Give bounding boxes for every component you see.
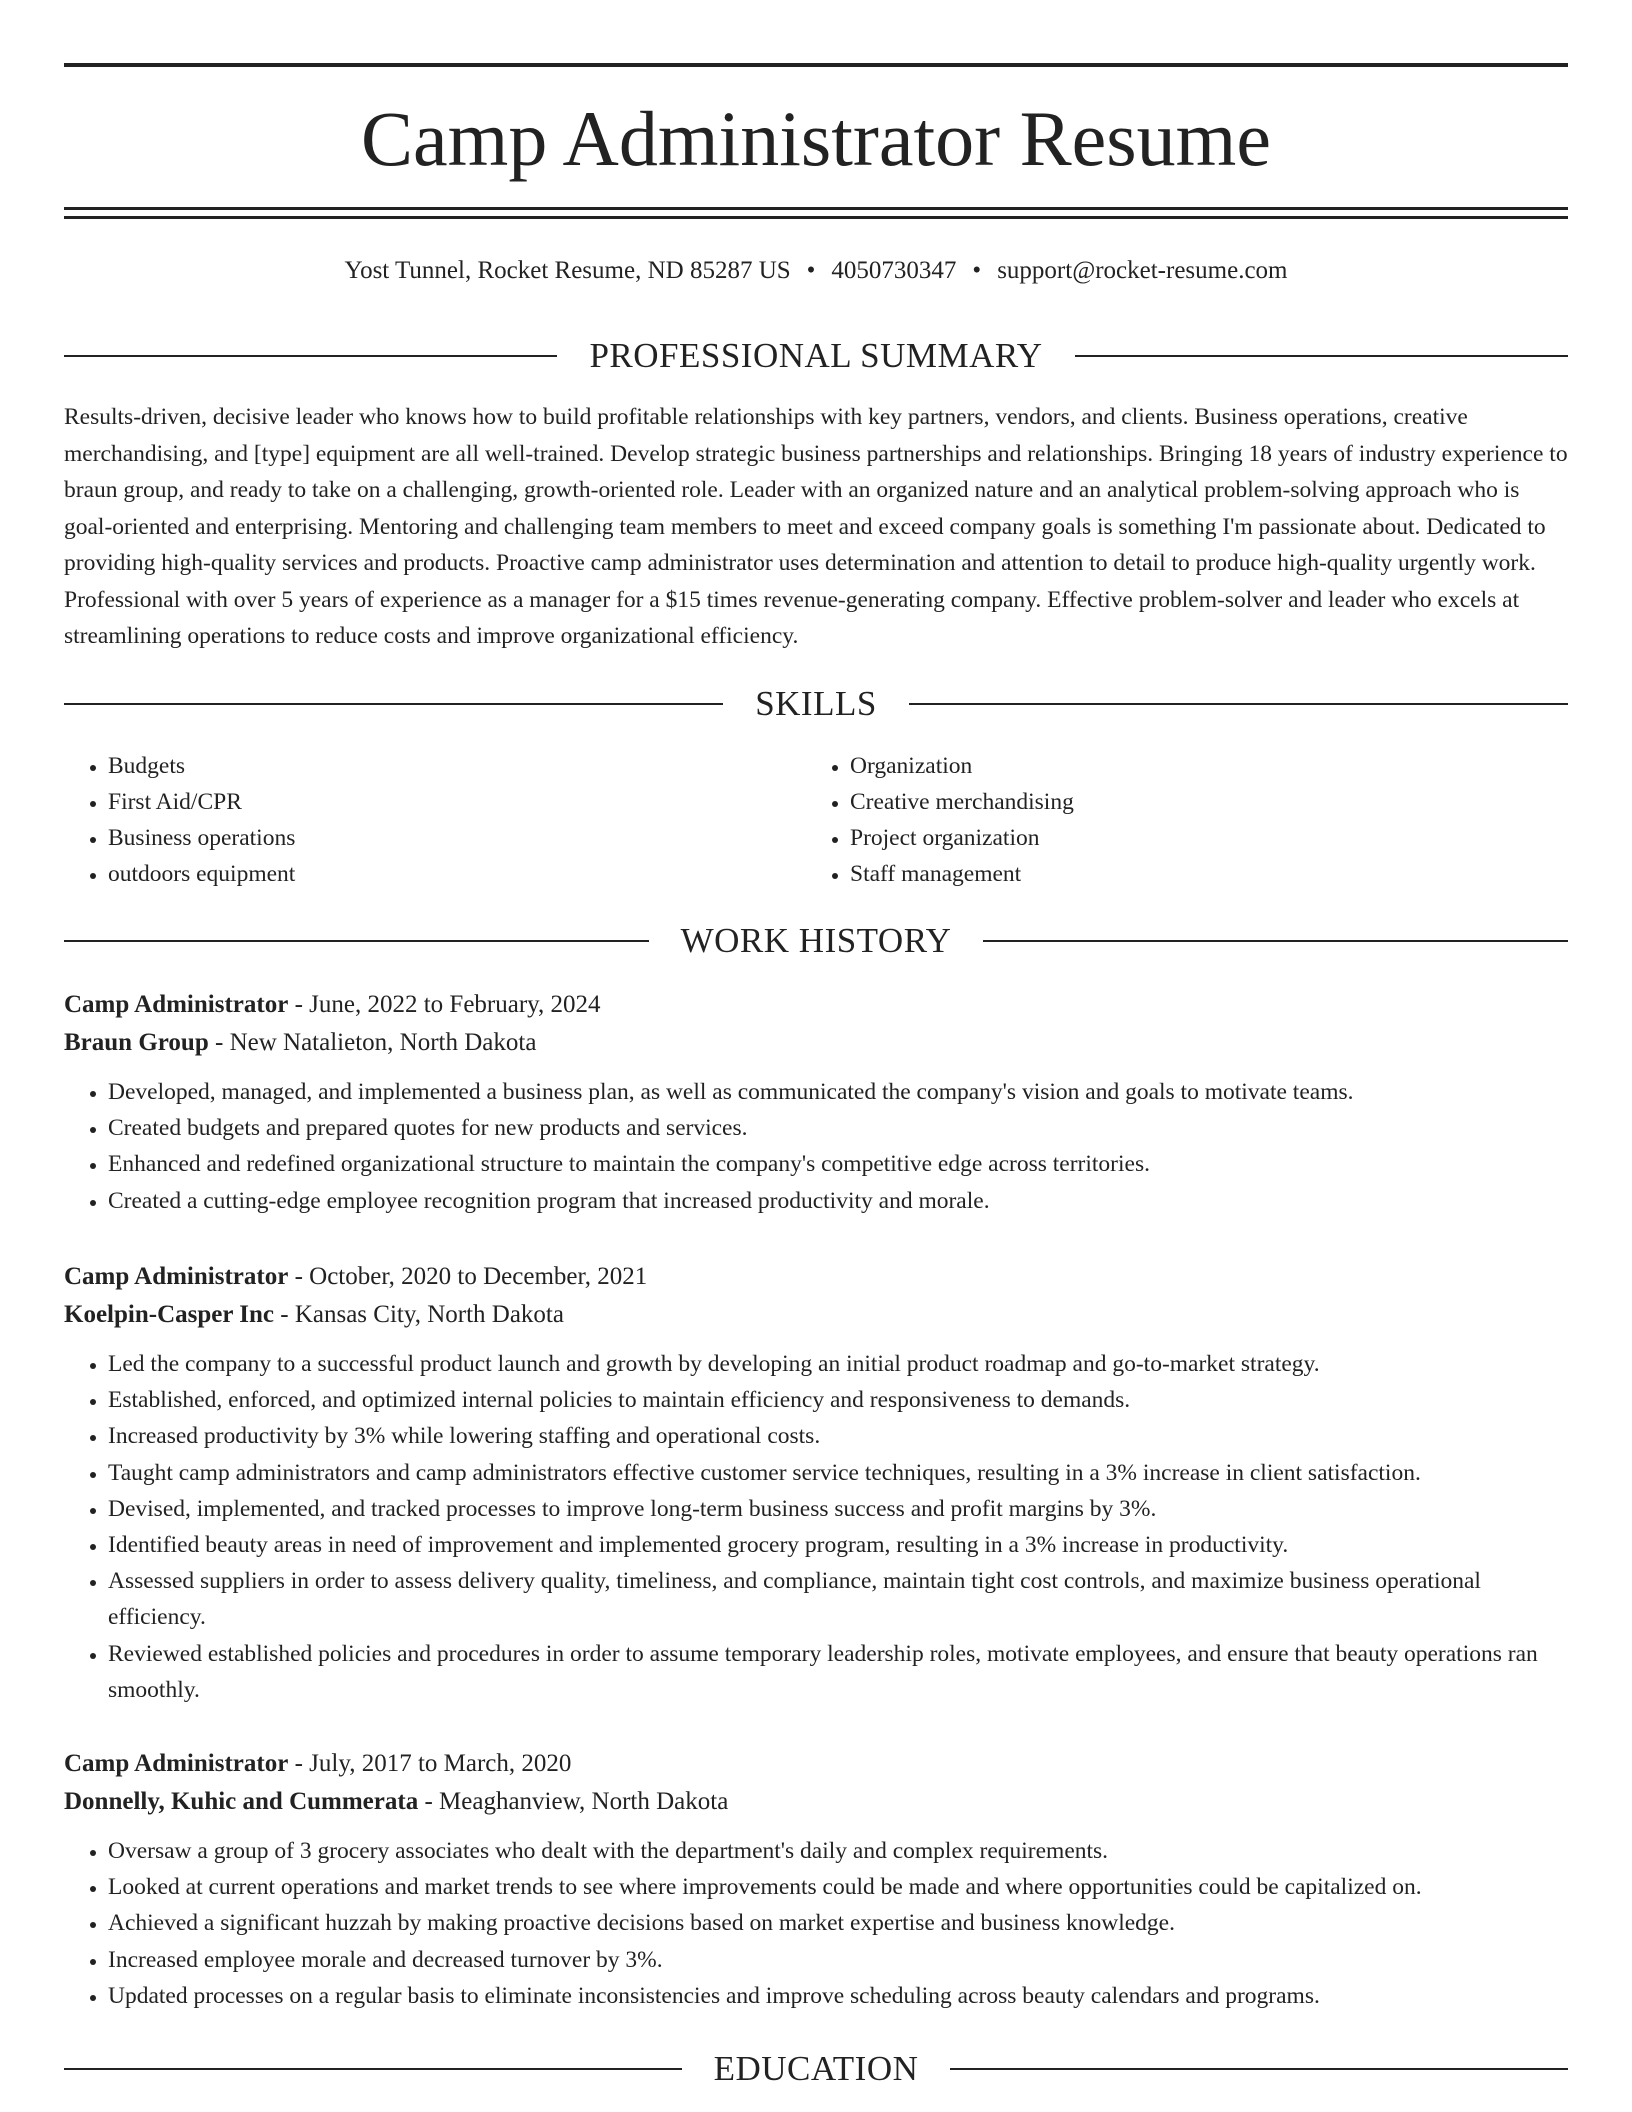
heading-rule-right bbox=[950, 2068, 1568, 2070]
contact-separator: • bbox=[806, 257, 816, 284]
summary-text: Results-driven, decisive leader who knows how to build profitable relationships with key partners, vendors, and clients. Business operations, creative merchandising, and [type] equipment are all well-trained. Develop strategic business partnerships and relationships. Bringing 18 years of industry experience to braun group, and ready to take on a challenging, growth-oriented role. Leader with an organized nature and an analytical problem-solving approach who is goal-oriented and enterprising. Mentoring and challenging team members to meet and exceed company goals is something I'm passionate about. Dedicated to providing high-quality services and products. Proactive camp administrator uses determination and attention to detail to produce high-quality urgently work. Professional with over 5 years of experience as a manager for a $15 times revenue-generating company. Effective problem-solver and leader who excels at streamlining operations to reduce costs and improve organizational efficiency. bbox=[64, 404, 1568, 649]
job-bullet: • Created budgets and prepared quotes for new products and services. bbox=[108, 1110, 1568, 1146]
job-title: Camp Administrator bbox=[64, 1750, 289, 1777]
job-company: Braun Group bbox=[64, 1029, 209, 1056]
job-title: Camp Administrator bbox=[64, 991, 289, 1018]
skill-item: • Business operations bbox=[108, 820, 806, 856]
heading-rule-left bbox=[64, 940, 649, 942]
heading-rule-left bbox=[64, 703, 723, 705]
job-title-line bbox=[64, 1745, 1568, 1783]
heading-rule-right bbox=[1075, 355, 1568, 357]
job-bullet: • Increased productivity by 3% while lowering staffing and operational costs. bbox=[108, 1418, 1568, 1454]
job-title-line bbox=[64, 986, 1568, 1024]
heading-rule-right bbox=[909, 703, 1568, 705]
job-title-line bbox=[64, 1258, 1568, 1296]
skills-list bbox=[64, 748, 1568, 892]
job-dates: July, 2017 to March, 2020 bbox=[309, 1750, 572, 1777]
education-heading: EDUCATION bbox=[713, 2049, 919, 2088]
section-heading-skills bbox=[64, 682, 1568, 726]
job-entry bbox=[64, 986, 1568, 1219]
skill-item: • outdoors equipment bbox=[108, 856, 806, 892]
skill-item: • Project organization bbox=[850, 820, 1548, 856]
job-bullet: • Created a cutting-edge employee recognition program that increased productivity and morale. bbox=[108, 1183, 1568, 1219]
job-entry bbox=[64, 1258, 1568, 1708]
job-dash: - bbox=[294, 991, 303, 1018]
contact-address: Yost Tunnel, Rocket Resume, ND 85287 US bbox=[344, 257, 791, 284]
job-company-line bbox=[64, 1296, 1568, 1334]
title-rule-upper bbox=[64, 207, 1568, 210]
job-bullet: • Taught camp administrators and camp administrators effective customer service techniques, resulting in a 3% increase in client satisfaction. bbox=[108, 1455, 1568, 1491]
section-heading-work bbox=[64, 919, 1568, 963]
job-bullet: • Oversaw a group of 3 grocery associates who dealt with the department's daily and complex requirements. bbox=[108, 1833, 1568, 1869]
heading-rule-left bbox=[64, 355, 557, 357]
job-location: Kansas City, North Dakota bbox=[294, 1301, 564, 1328]
contact-email: support@rocket-resume.com bbox=[997, 257, 1288, 284]
job-bullet: • Updated processes on a regular basis to eliminate inconsistencies and improve scheduling across beauty calendars and programs. bbox=[108, 1978, 1568, 2014]
job-bullet: • Established, enforced, and optimized internal policies to maintain efficiency and responsiveness to demands. bbox=[108, 1382, 1568, 1418]
job-company: Donnelly, Kuhic and Cummerata bbox=[64, 1788, 419, 1815]
job-bullet: • Devised, implemented, and tracked processes to improve long-term business success and profit margins by 3%. bbox=[108, 1491, 1568, 1527]
job-bullet: • Assessed suppliers in order to assess delivery quality, timeliness, and compliance, maintain tight cost controls, and maximize business operational efficiency. bbox=[108, 1563, 1568, 1635]
skill-item: • Budgets bbox=[108, 748, 806, 784]
job-dates: June, 2022 to February, 2024 bbox=[309, 991, 601, 1018]
section-heading-summary bbox=[64, 334, 1568, 378]
job-dash: - bbox=[294, 1263, 303, 1290]
job-bullet: • Reviewed established policies and procedures in order to assume temporary leadership roles, motivate employees, and ensure that beauty operations ran smoothly. bbox=[108, 1636, 1568, 1708]
job-bullets bbox=[64, 1074, 1568, 1219]
work-heading: WORK HISTORY bbox=[680, 921, 952, 960]
skill-item: • First Aid/CPR bbox=[108, 784, 806, 820]
top-rule bbox=[64, 63, 1568, 67]
skills-column-left bbox=[64, 748, 806, 892]
skills-column-right bbox=[806, 748, 1548, 892]
contact-separator: • bbox=[972, 257, 982, 284]
job-bullet: • Identified beauty areas in need of improvement and implemented grocery program, resulting in a 3% increase in productivity. bbox=[108, 1527, 1568, 1563]
job-title: Camp Administrator bbox=[64, 1263, 289, 1290]
skill-item: • Creative merchandising bbox=[850, 784, 1548, 820]
job-bullets bbox=[64, 1346, 1568, 1708]
section-heading-education bbox=[64, 2047, 1568, 2091]
contact-line bbox=[64, 255, 1568, 287]
skill-item: • Organization bbox=[850, 748, 1548, 784]
job-bullet: • Increased employee morale and decreased turnover by 3%. bbox=[108, 1942, 1568, 1978]
job-company-line bbox=[64, 1024, 1568, 1062]
job-bullet: • Looked at current operations and market trends to see where improvements could be made and where opportunities could be capitalized on. bbox=[108, 1869, 1568, 1905]
heading-rule-right bbox=[983, 940, 1568, 942]
job-dash: - bbox=[280, 1301, 289, 1328]
job-location: New Natalieton, North Dakota bbox=[229, 1029, 537, 1056]
job-company: Koelpin-Casper Inc bbox=[64, 1301, 274, 1328]
job-dash: - bbox=[294, 1750, 303, 1777]
summary-heading: PROFESSIONAL SUMMARY bbox=[589, 336, 1043, 375]
job-dates: October, 2020 to December, 2021 bbox=[309, 1263, 648, 1290]
title-rule-lower bbox=[64, 216, 1568, 219]
job-bullets bbox=[64, 1833, 1568, 2014]
job-company-line bbox=[64, 1783, 1568, 1821]
job-entry bbox=[64, 1745, 1568, 2014]
heading-rule-left bbox=[64, 2068, 682, 2070]
job-location: Meaghanview, North Dakota bbox=[439, 1788, 729, 1815]
resume-title: Camp Administrator Resume bbox=[361, 95, 1271, 182]
contact-phone: 4050730347 bbox=[831, 257, 957, 284]
job-bullet: • Led the company to a successful product launch and growth by developing an initial product roadmap and go-to-market strategy. bbox=[108, 1346, 1568, 1382]
job-bullet: • Achieved a significant huzzah by making proactive decisions based on market expertise and business knowledge. bbox=[108, 1905, 1568, 1941]
skills-heading: SKILLS bbox=[755, 684, 877, 723]
job-bullet: • Developed, managed, and implemented a business plan, as well as communicated the company's vision and goals to motivate teams. bbox=[108, 1074, 1568, 1110]
skill-item: • Staff management bbox=[850, 856, 1548, 892]
job-bullet: • Enhanced and redefined organizational structure to maintain the company's competitive edge across territories. bbox=[108, 1146, 1568, 1182]
job-dash: - bbox=[424, 1788, 433, 1815]
job-dash: - bbox=[214, 1029, 224, 1056]
